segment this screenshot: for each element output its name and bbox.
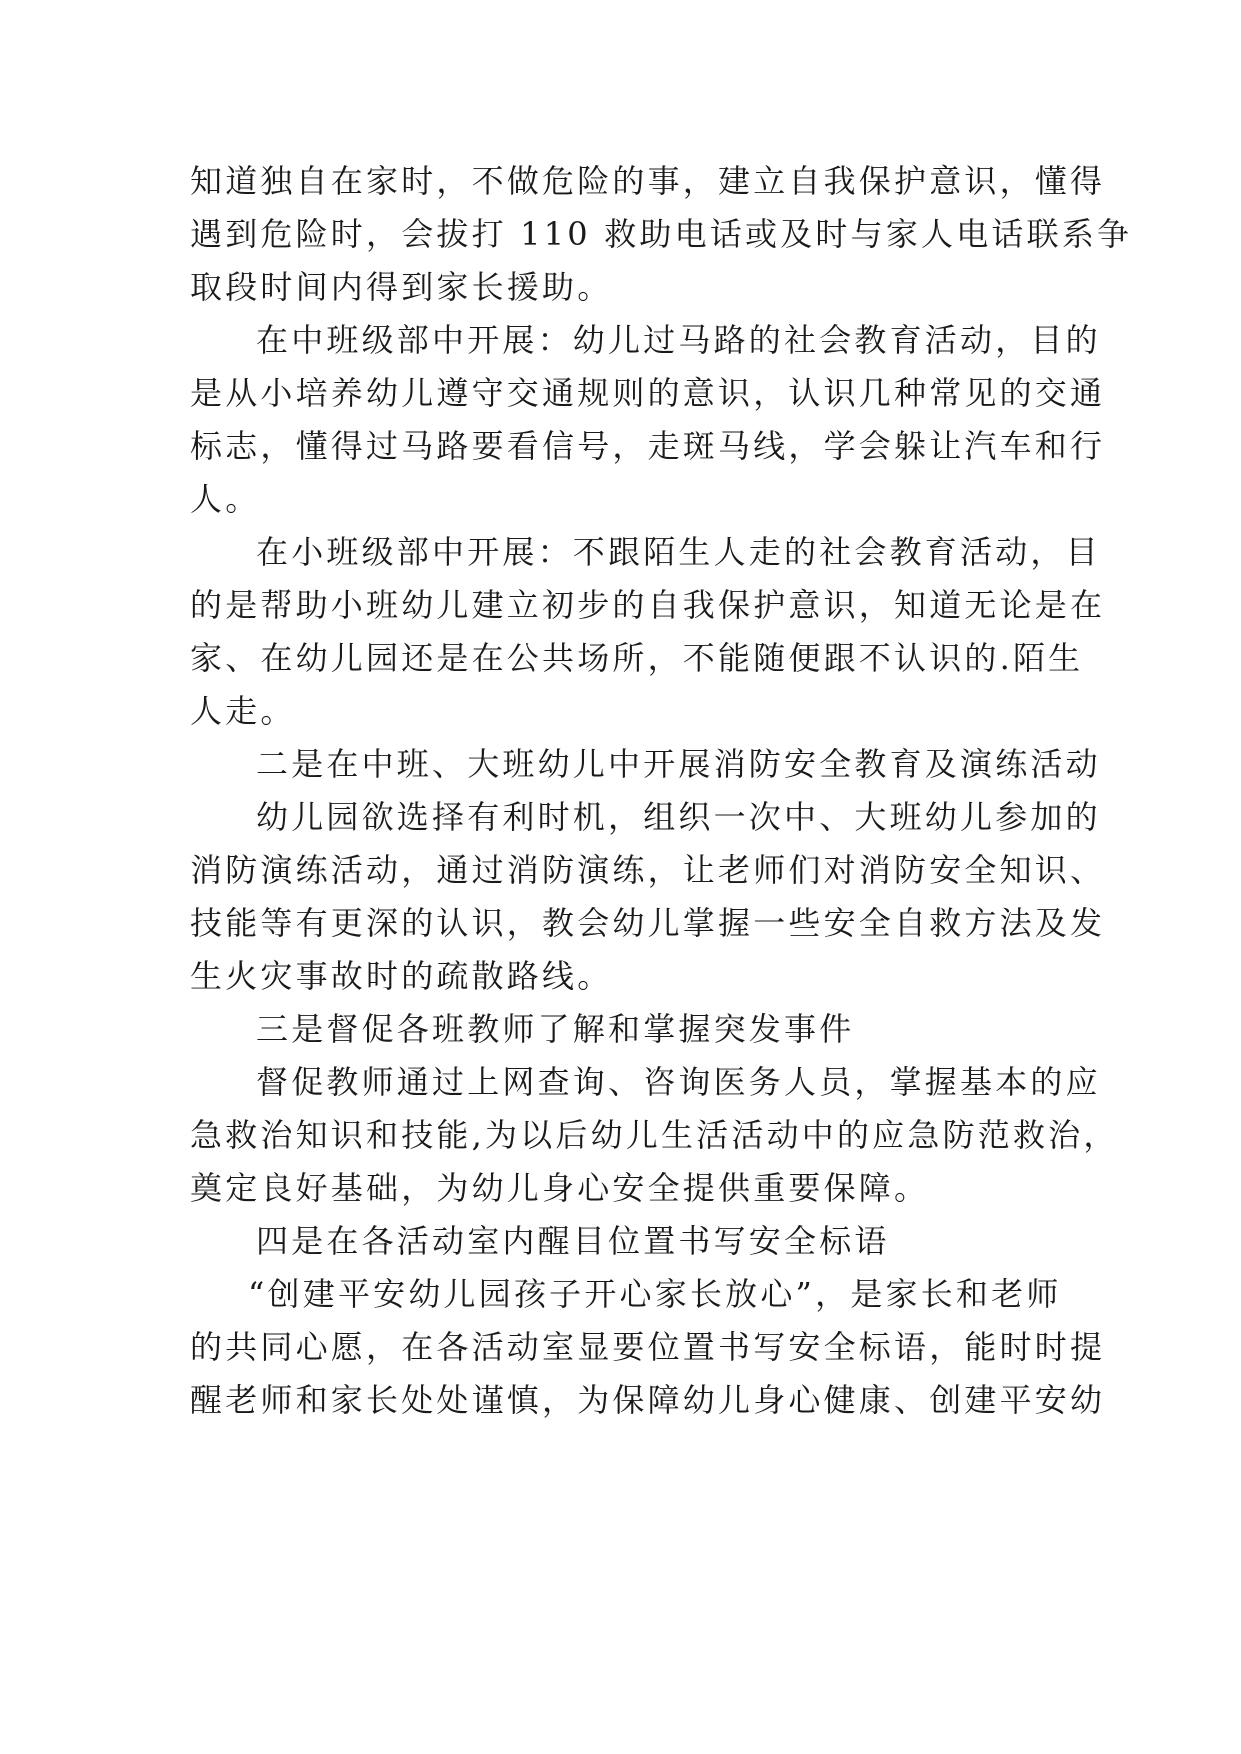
paragraph-start-line: “创建平安幼儿园孩子开心家长放心”，是家长和老师 [248, 1275, 1062, 1313]
text-line: 家、在幼儿园还是在公共场所，不能随便跟不认识的.陌生 [190, 639, 1084, 677]
document-body [190, 155, 1133, 1427]
text-line: 知道独自在家时，不做危险的事，建立自我保护意识，懂得 [190, 162, 1106, 200]
paragraph-start-line: 在小班级部中开展：不跟陌生人走的社会教育活动，目 [256, 533, 1101, 571]
text-line: 奠定良好基础，为幼儿身心安全提供重要保障。 [190, 1169, 930, 1207]
text-line: 是从小培养幼儿遵守交通规则的意识，认识几种常见的交通 [190, 374, 1106, 412]
text-line: 人走。 [190, 692, 296, 730]
text-line: 人。 [190, 480, 261, 518]
section-heading-line: 二是在中班、大班幼儿中开展消防安全教育及演练活动 [256, 745, 1101, 783]
text-line: 急救治知识和技能,为以后幼儿生活活动中的应急防范救治， [190, 1116, 1119, 1154]
paragraph-start-line: 在中班级部中开展：幼儿过马路的社会教育活动，目的 [256, 321, 1101, 359]
text-line: 醒老师和家长处处谨慎，为保障幼儿身心健康、创建平安幼 [190, 1381, 1106, 1419]
text-line: 标志，懂得过马路要看信号，走斑马线，学会躲让汽车和行 [190, 427, 1106, 465]
text-line: 消防演练活动，通过消防演练，让老师们对消防安全知识、 [190, 851, 1106, 889]
text-line: 的是帮助小班幼儿建立初步的自我保护意识，知道无论是在 [190, 586, 1106, 624]
text-line: 遇到危险时，会拔打 110 救助电话或及时与家人电话联系争 [190, 215, 1133, 253]
section-heading-line: 四是在各活动室内醒目位置书写安全标语 [256, 1222, 890, 1260]
text-line: 技能等有更深的认识，教会幼儿掌握一些安全自救方法及发 [190, 904, 1106, 942]
paragraph-start-line: 幼儿园欲选择有利时机，组织一次中、大班幼儿参加的 [256, 798, 1101, 836]
text-line: 生火灾事故时的疏散路线。 [190, 957, 613, 995]
section-heading-line: 三是督促各班教师了解和掌握突发事件 [256, 1010, 855, 1048]
paragraph-start-line: 督促教师通过上网查询、咨询医务人员，掌握基本的应 [256, 1063, 1101, 1101]
text-line: 取段时间内得到家长援助。 [190, 268, 613, 306]
text-line: 的共同心愿，在各活动室显要位置书写安全标语，能时时提 [190, 1328, 1106, 1366]
